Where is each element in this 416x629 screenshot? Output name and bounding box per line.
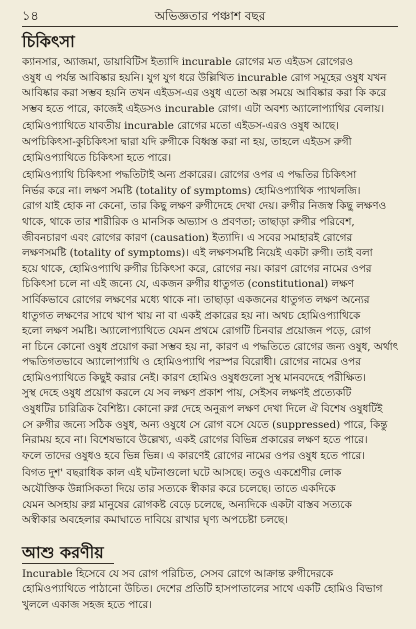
text-line: হলো লক্ষণ সমষ্টি। অ্যালোপ্যাথিতে যেমন প্রথমে রোগটি চিনবার প্রয়োজন পড়ে, রোগ bbox=[22, 325, 371, 338]
text-line: হোমিওপ্যাথিতে যাবতীয় incurable রোগের মতো এইডস-এরও ওষুধ আছে। bbox=[22, 120, 339, 133]
text-line: থাকে, থাকে তার শারীরিক ও মানসিক অভ্যাস ও প্রবণতা; তাছাড়া রুগীর পরিবেশ, bbox=[22, 215, 355, 228]
section-body-immediate-action bbox=[22, 567, 398, 614]
text-line: অস্বীকার অবহেলার কমাঘাতে দাবিয়ে রাখার ঘৃণ্য অপচেষ্টা চলছে। bbox=[22, 514, 288, 527]
paragraph bbox=[22, 55, 398, 117]
text-line: ওষুধ এ পর্যন্ত আবিষ্কার হয়নি। যুগ যুগ ধরে উল্লিখিত incurable রোগ সমূহের ওষুধ যখন bbox=[22, 71, 387, 84]
text-line: সম্ভব হতে পারে, কাজেই এইডসও incurable রোগ। এটা অবশ্য অ্যালোপ্যাথির বেলায়। bbox=[22, 102, 385, 115]
text-line: না চিনে কোনো ওষুধ প্রয়োগ করা সম্ভব হয় না, কারণ এ পদ্ধতিতে রোগের জন্য ওষুধ, অর্থাৎ bbox=[22, 340, 398, 353]
text-line: ওষুধটির চারিত্রিক বৈশিষ্ট্য। কোনো রুগ্ন দেহে অনুরূপ লক্ষণ দেখা দিলে ঐ বিশেষ ওষুধটিই bbox=[22, 403, 383, 416]
paragraph bbox=[22, 567, 398, 614]
paragraph bbox=[22, 119, 398, 166]
text-line: ক্যানসার, অ্যাজমা, ডায়াবিটিস ইত্যাদি incurable রোগের মত এইডস রোগেরও bbox=[22, 56, 354, 68]
text-line: যেমন অসহায় রুগ্ন মানুষের রোগকষ্ট বেড়ে চলেছে, অন্যদিকে একটা বাস্তব সত্যকে bbox=[22, 498, 352, 511]
text-line: ফলে তাদের ওষুধও হবে ভিন্ন ভিন্ন। এ কারণেই রোগের নামের ওপর ওষুধ হতে পারে। bbox=[22, 449, 365, 462]
text-line: চিকিৎসা চলে না এই জন্যে যে, একজন রুগীর ধাতুগত (constitutional) লক্ষণ bbox=[22, 278, 354, 291]
text-line: পদ্ধতিগতভাবে অ্যালোপ্যাথি ও হোমিওপ্যাথি পরস্পর বিরোধী। রোগের নামের ওপর bbox=[22, 356, 361, 369]
paragraph bbox=[22, 466, 398, 528]
section-body-treatment bbox=[22, 55, 398, 529]
text-line: সার্বিকভাবে রোগের লক্ষণের মধ্যে থাকে না। তাছাড়া একজনের ধাতুগত লক্ষণ অন্যের bbox=[22, 293, 370, 306]
text-line: ধাতুগত লক্ষণের সাথে খাপ খায় না বা একই প্রকারের হয় না। অথচ হোমিওপ্যাথিকে bbox=[22, 309, 361, 322]
page-number: ১৪ bbox=[22, 9, 39, 24]
paragraph bbox=[22, 168, 398, 464]
text-line: বিগত দুশ' বছরাধিক কাল এই ঘটনাগুলো ঘটে আসছে। তবুও একশ্রেণীর লোক bbox=[22, 467, 342, 480]
text-line: হোমিওপ্যাথি চিকিৎসা পদ্ধতিটাই অন্য প্রকারের। রোগের ওপর এ পদ্ধতির চিকিৎসা bbox=[22, 169, 357, 182]
text-line: আবিষ্কার করা সম্ভব হয়নি তখন এইডস-এর ওষুধ এতো অল্প সময়ে আবিষ্কার করা কি করে bbox=[22, 87, 387, 100]
text-line: হোমিওপ্যাথিতে চিকিৎসা হতে পারে। bbox=[22, 151, 172, 164]
text-line: অপচিকিৎসা-কুচিকিৎসা দ্বারা যদি রুগীকে বিধ্বস্ত করা না হয়, তাহলে এইডস রুগী bbox=[22, 135, 352, 148]
text-line: জীবনচারণ এবং রোগের কারণ (causation) ইত্যাদি। এ সবের সমাহারই রোগের bbox=[22, 231, 353, 244]
text-line: হয়ে থাকে, হোমিওপ্যাথি রুগীর চিকিৎসা করে, রোগের নয়। কারণ রোগের নামের ওপর bbox=[22, 262, 372, 275]
text-line: নিরাময় হবে না। বিশেষভাবে উল্লেখ্য, একই রোগের বিভিন্ন প্রকারের লক্ষণ হতে পারে। bbox=[22, 434, 368, 447]
text-line: সে রুগীর জন্যে সঠিক ওষুধ, অন্য ওষুধে সে রোগ বসে যেতে (suppressed) পারে, কিন্তু bbox=[22, 418, 388, 431]
text-line: রোগ যাই হোক না কেনো, তার কিছু লক্ষণ রুগীদেহে দেখা দেয়। রুগীর নিজস্ব কিছু লক্ষণও bbox=[22, 200, 387, 213]
text-line: সুস্থ দেহে ওষুধ প্রয়োগ করলে যে সব লক্ষণ প্রকাশ পায়, সেইসব লক্ষণই প্রত্যেকটি bbox=[22, 387, 352, 400]
text-line: হোমিওপ্যাথিতে পাঠানো উচিত। দেশের প্রতিটি হাসপাতালের সাথে একটি হোমিও বিভাগ bbox=[22, 583, 383, 596]
text-line: অযৌক্তিক উন্নাসিকতা দিয়ে তার সত্যকে স্বীকার করে চলেছে। তাতে একদিকে bbox=[22, 483, 336, 496]
section-heading-treatment: চিকিৎসা bbox=[22, 32, 75, 51]
section-heading-immediate-action: আশু করণীয় bbox=[22, 543, 114, 564]
text-line: হোমিওপ্যাথিতে কিছুই করার নেই। কারণ হোমিও ওষুধগুলো সুস্থ মানবদেহে পরীক্ষিত। bbox=[22, 371, 366, 384]
running-title: অভিজ্ঞতার পঞ্চাশ বছর bbox=[154, 9, 266, 23]
text-line: Incurable হিসেবে যে সব রোগ পরিচিত, সেসব রোগে আক্রান্ত রুগীদেরকে bbox=[22, 567, 333, 580]
text-line: খুললে একাজ সহজ হতে পারে। bbox=[22, 599, 152, 611]
text-line: নির্ভর করে না। লক্ষণ সমষ্টি (totality of symptoms) হোমিওপ্যাথিক প্যাথলজি। bbox=[22, 184, 361, 197]
page-header bbox=[22, 6, 398, 27]
text-line: লক্ষণসমষ্টি (totality of symptoms)। এই লক্ষণসমষ্টি নিয়েই একটা রুগী। তাই বলা bbox=[22, 247, 373, 260]
